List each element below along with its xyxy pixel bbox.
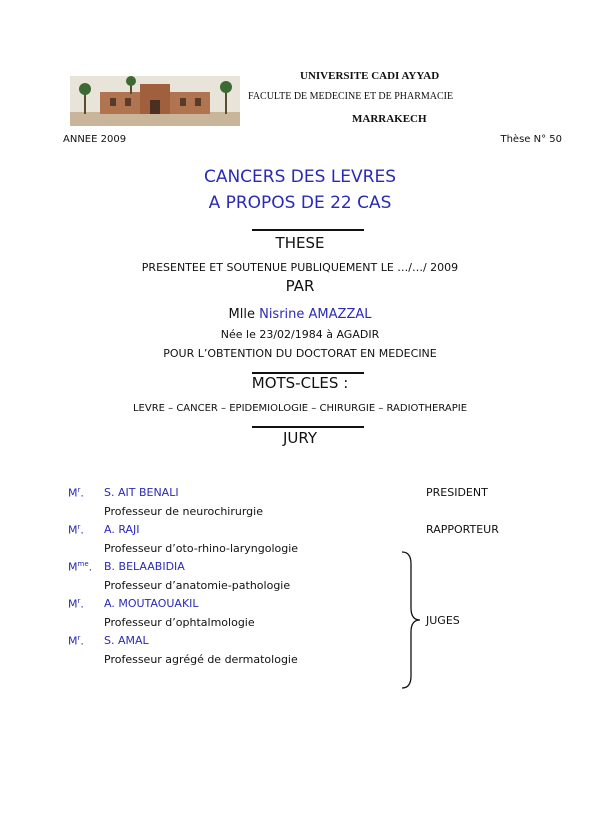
jury-brace (400, 550, 422, 690)
jury-member (0, 560, 600, 600)
member-honorific: $M^r$. (68, 523, 84, 537)
member-role: Professeur d’anatomie-pathologie (104, 579, 291, 592)
presentation-line: PRESENTEE ET SOUTENUE PUBLIQUEMENT LE …/…/ 2009 (141, 261, 459, 274)
member-role: Professeur d’oto-rhino-laryngologie (104, 542, 299, 555)
faculty-building-logo (70, 76, 240, 126)
member-role: Professeur d’ophtalmologie (104, 616, 255, 629)
thesis-title-line1: CANCERS DES LEVRES (203, 167, 397, 187)
member-name: S. AIT BENALI (104, 486, 179, 499)
keywords-list: LEVRE – CANCER – EPIDEMIOLOGIE – CHIRURGIE – RADIOTHERAPIE (132, 403, 468, 414)
member-jury-title: PRESIDENT (426, 486, 488, 499)
member-name: A. RAJI (104, 523, 140, 536)
city-name: MARRAKECH (352, 113, 427, 125)
academic-year: ANNEE 2009 (63, 134, 127, 145)
these-heading: THESE (275, 234, 325, 252)
member-honorific: $M^r$. (68, 486, 84, 500)
university-name: UNIVERSITE CADI AYYAD (300, 70, 440, 82)
jury-heading: JURY (282, 429, 318, 447)
keywords-heading: MOTS-CLES : (251, 374, 349, 392)
jury-member (0, 486, 600, 526)
birth-info: Née le 23/02/1984 à AGADIR (220, 328, 380, 341)
jury-member (0, 634, 600, 674)
member-honorific: $M^r$. (68, 597, 84, 611)
faculty-name: FACULTE DE MEDECINE ET DE PHARMACIE (248, 91, 454, 102)
member-jury-title: RAPPORTEUR (426, 523, 499, 536)
author-line (0, 307, 600, 322)
thesis-number: Thèse N° 50 (500, 134, 562, 145)
member-role: Professeur agrégé de dermatologie (104, 653, 298, 666)
member-honorific: $M^{me}$. (68, 560, 93, 574)
par-heading: PAR (285, 277, 315, 295)
jury-member (0, 597, 600, 637)
member-honorific: $M^r$. (68, 634, 84, 648)
member-name: A. MOUTAOUAKIL (104, 597, 199, 610)
thesis-title-line2: A PROPOS DE 22 CAS (208, 193, 392, 213)
member-role: Professeur de neurochirurgie (104, 505, 263, 518)
degree-purpose: POUR L’OBTENTION DU DOCTORAT EN MEDECINE (163, 347, 437, 360)
author-name: Nisrine AMAZZAL (259, 307, 372, 322)
member-name: S. AMAL (104, 634, 149, 647)
jury-member (0, 523, 600, 563)
juges-label: JUGES (426, 614, 460, 627)
author-prefix: Mlle (228, 307, 255, 322)
member-name: B. BELAABIDIA (104, 560, 185, 573)
divider (252, 426, 364, 428)
divider (252, 229, 364, 231)
